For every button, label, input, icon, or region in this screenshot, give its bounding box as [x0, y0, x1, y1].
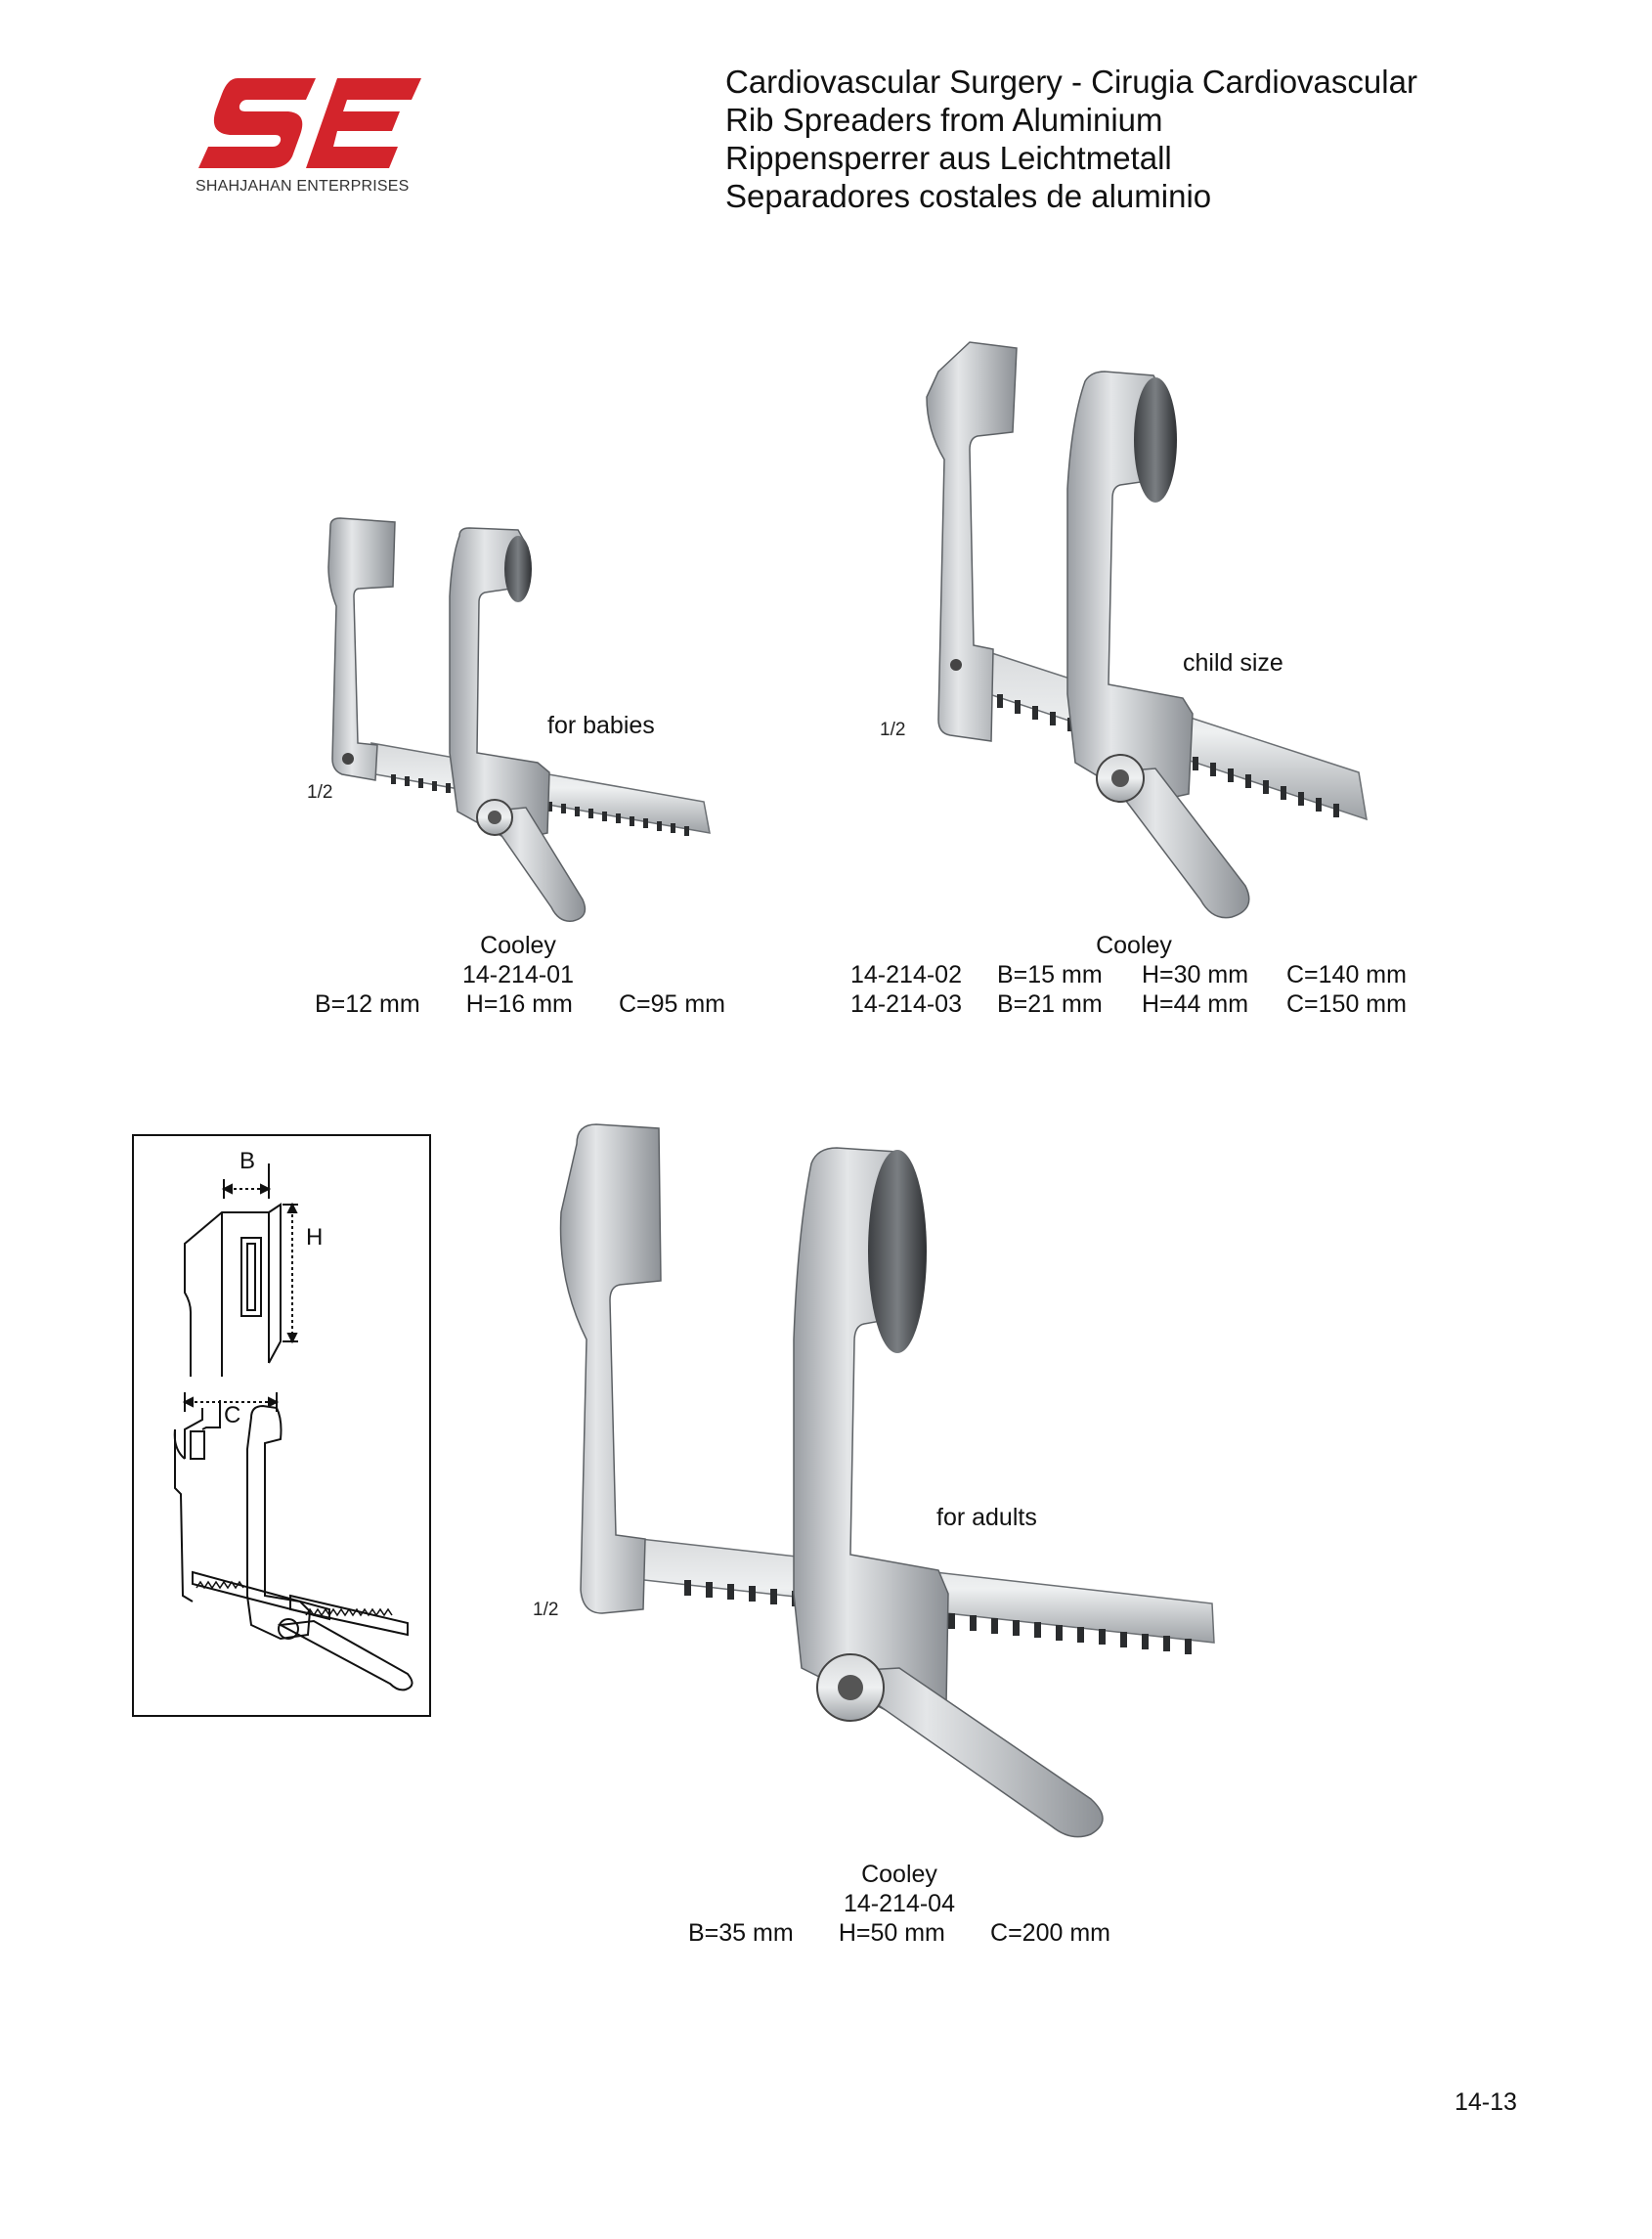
- company-name: SHAHJAHAN ENTERPRISES: [196, 178, 410, 195]
- caption-row-14-214-03: [850, 989, 1437, 1019]
- dim-c: C=150 mm: [1286, 990, 1407, 1018]
- dimension-label-b: B: [239, 1148, 256, 1174]
- page-number: 14-13: [1455, 2088, 1517, 2116]
- header-line-1: Cardiovascular Surgery - Cirugia Cardiovascular: [725, 64, 1417, 100]
- caption-code: 14-214-01: [462, 961, 574, 988]
- dim-b: B=35 mm: [688, 1919, 794, 1947]
- note-for-adults: for adults: [936, 1504, 1037, 1531]
- caption-adults: [684, 1860, 1114, 1948]
- dimension-diagram: [132, 1134, 431, 1717]
- header-line-4: Separadores costales de aluminio: [725, 178, 1212, 214]
- note-for-babies: for babies: [547, 712, 655, 739]
- header-line-3: Rippensperrer aus Leichtmetall: [725, 140, 1172, 176]
- caption-babies: [303, 931, 733, 1019]
- se-logo-icon: [191, 70, 425, 178]
- note-child-size: child size: [1183, 649, 1283, 677]
- scale-label-babies: 1/2: [307, 782, 333, 803]
- dim-b: B=21 mm: [997, 990, 1103, 1018]
- header-line-2: Rib Spreaders from Aluminium: [725, 102, 1163, 138]
- rib-spreader-child-image: [899, 342, 1388, 929]
- dim-h: H=44 mm: [1142, 990, 1249, 1018]
- caption-code: 14-214-02: [850, 961, 962, 988]
- dim-b: B=12 mm: [315, 990, 420, 1018]
- caption-code: 14-214-03: [850, 990, 962, 1018]
- dim-h: H=50 mm: [838, 1919, 945, 1947]
- caption-child: [850, 931, 1437, 1019]
- caption-dimensions: [315, 989, 725, 1019]
- caption-name: Cooley: [1096, 932, 1172, 959]
- dim-h: H=16 mm: [465, 990, 573, 1018]
- page-header: [725, 63, 1417, 215]
- caption-dimensions: [688, 1918, 1110, 1948]
- dim-b: B=15 mm: [997, 961, 1103, 988]
- caption-row-14-214-02: [850, 960, 1437, 989]
- caption-code: 14-214-04: [844, 1890, 955, 1917]
- scale-label-adults: 1/2: [533, 1600, 559, 1620]
- dimension-diagram-drawing: [134, 1136, 433, 1719]
- rib-spreader-babies-image: [293, 518, 723, 929]
- dim-c: C=200 mm: [990, 1919, 1110, 1947]
- rib-spreader-adults-image: [538, 1124, 1222, 1867]
- dim-h: H=30 mm: [1142, 961, 1249, 988]
- dimension-label-c: C: [224, 1402, 241, 1428]
- dim-c: C=140 mm: [1286, 961, 1407, 988]
- caption-name: Cooley: [861, 1861, 937, 1888]
- scale-label-child: 1/2: [880, 720, 906, 740]
- dim-c: C=95 mm: [618, 990, 725, 1018]
- dimension-label-h: H: [306, 1224, 324, 1251]
- caption-name: Cooley: [480, 932, 556, 959]
